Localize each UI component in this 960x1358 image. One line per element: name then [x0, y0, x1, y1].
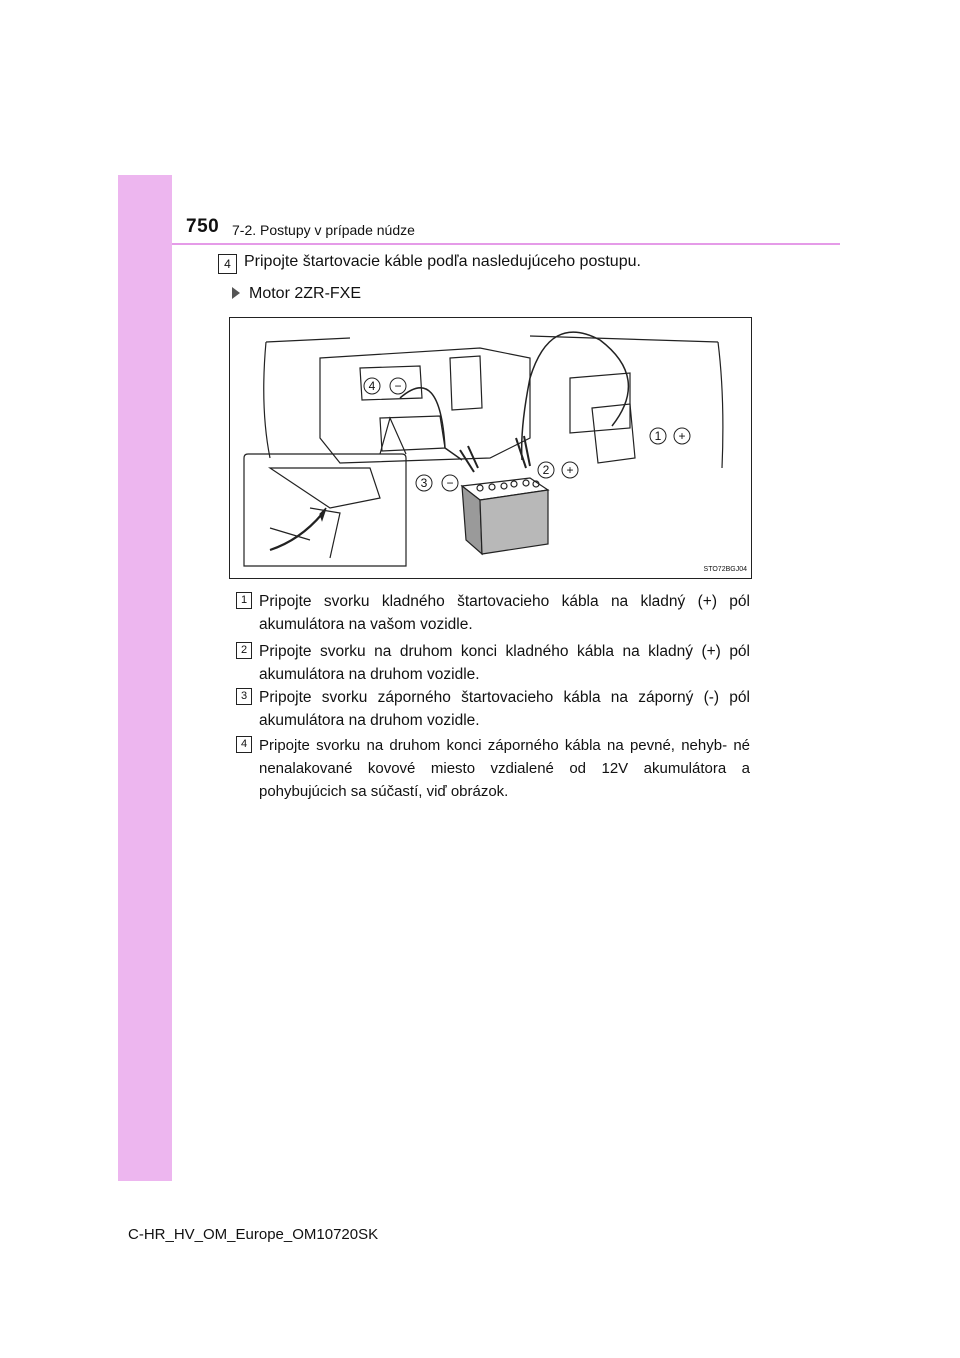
clamp-positive	[516, 436, 530, 468]
item-text: Pripojte svorku záporného štartovacieho kábla na záporný (-) pól akumulátora na druhom vozidle.	[259, 689, 750, 729]
engine-block	[320, 348, 530, 463]
positive-cable	[522, 332, 629, 460]
item-number-badge: 2	[236, 642, 252, 659]
item-text: Pripojte svorku na druhom konci záporného kábla na pevné, nehyb- né nenalakované kovové miesto vzdialené od 12V akumulátora a pohybujúcich sa súčastí, viď obrázok.	[259, 737, 750, 800]
document-id-footer: C-HR_HV_OM_Europe_OM10720SK	[128, 1226, 379, 1243]
engine-bay-drawing	[230, 318, 751, 578]
item-number-badge: 3	[236, 688, 252, 705]
triangle-bullet-icon	[232, 287, 240, 299]
section-title: 7-2. Postupy v prípade núdze	[232, 222, 415, 238]
item-text: Pripojte svorku na druhom konci kladného kábla na kladný (+) pól akumulátora na druhom vozidle.	[259, 643, 750, 683]
callout-1-sign: +	[678, 429, 686, 443]
engine-bay-outline	[264, 336, 723, 468]
vehicle-battery	[592, 404, 635, 463]
callout-4-sign: −	[394, 379, 402, 393]
item-text: Pripojte svorku kladného štartovacieho kábla na kladný (+) pól akumulátora na vašom vozidle.	[259, 593, 750, 633]
inset-arrow	[270, 514, 322, 550]
engine-label: Motor 2ZR-FXE	[249, 285, 362, 302]
engine-heading	[232, 285, 361, 303]
chapter-sidebar-tab	[118, 175, 172, 1181]
callout-2-number: 2	[542, 463, 550, 477]
step-number-badge: 4	[218, 254, 237, 274]
callout-3-sign: −	[446, 476, 454, 490]
header-rule	[172, 243, 840, 245]
figure-code: STO72BGJ04	[703, 566, 747, 573]
callout-1-number: 1	[654, 429, 662, 443]
item-number-badge: 4	[236, 736, 252, 753]
callout-4-number: 4	[368, 379, 376, 393]
callout-2-sign: +	[566, 463, 574, 477]
item-number-badge: 1	[236, 592, 252, 609]
page-number: 750	[186, 216, 220, 237]
callout-3-number: 3	[420, 476, 428, 490]
step-instruction: Pripojte štartovacie káble podľa nasledujúceho postupu.	[244, 253, 641, 270]
donor-battery	[462, 478, 548, 554]
jump-start-illustration	[229, 317, 752, 579]
